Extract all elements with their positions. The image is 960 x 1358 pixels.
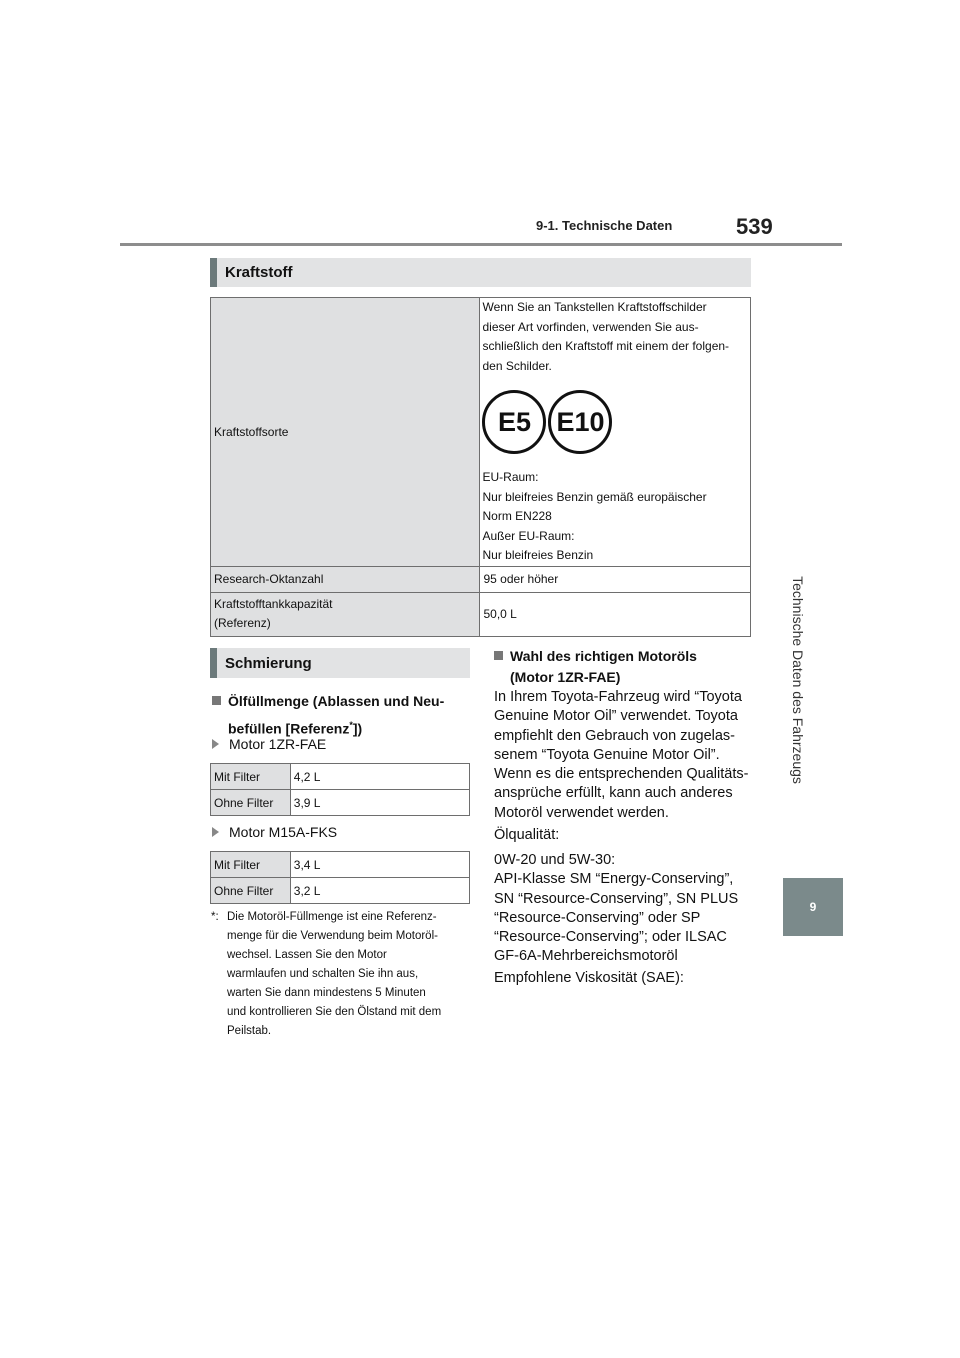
chapter-side-label (786, 520, 810, 840)
e10-label-icon: E10 (548, 390, 612, 454)
oil-quality-text: 0W-20 und 5W-30: API-Klasse SM “Energy-Conserving”, SN “Resource-Conserving”, SN PLUS “Resource-Conserving” oder SP “Resource-Conserving”; oder ILSAC GF-6A-Mehrbereichsmotoröl (494, 852, 739, 965)
oil-table-m15a (210, 851, 470, 904)
fuel-table (210, 297, 751, 637)
table-row: Mit Filter 3,4 L (211, 852, 470, 878)
square-bullet-icon (494, 651, 503, 660)
table-row: Mit Filter 4,2 L (211, 764, 470, 790)
footnote-mark: *: (211, 911, 219, 923)
fuel-heading-text: Kraftstoff (225, 264, 293, 281)
square-bullet-icon (212, 696, 221, 705)
page-number: 539 (736, 214, 773, 239)
e5-label-icon: E5 (482, 390, 546, 454)
oil-table-1zr (210, 763, 470, 816)
footnote: *: Die Motoröl-Füllmenge ist eine Referenz- menge für die Verwendung beim Motoröl- wechsel. Lassen Sie den Motor warmlaufen und schalten Sie ihn aus, warten Sie dann mindestens 5 Minuten und kontrollieren Sie den Ölstand mit dem Peilstab. (211, 908, 471, 1041)
lubrication-heading-text: Schmierung (225, 654, 312, 672)
table-row (211, 298, 751, 567)
fuel-heading (210, 258, 751, 287)
oil-quality-label: Ölqualität: (494, 827, 560, 843)
engine-1zr-item: Motor 1ZR-FAE (212, 736, 326, 752)
engine-m15a-item: Motor M15A-FKS (212, 824, 337, 840)
tank-capacity-label: Kraftstofftankkapazität (Referenz) (211, 592, 480, 636)
fuel-label-symbols (482, 390, 748, 454)
chapter-number: 9 (809, 900, 817, 914)
chapter-tab (783, 878, 843, 936)
tank-capacity-value: 50,0 L (480, 592, 751, 636)
chapter-title: Technische Daten des Fahrzeugs (790, 576, 807, 784)
oil-fill-heading: Ölfüllmenge (Ablassen und Neu- befüllen [Referenz*]) (212, 689, 444, 741)
viscosity-label: Empfohlene Viskosität (SAE): (494, 970, 684, 986)
octane-value: 95 oder höher (480, 566, 751, 592)
table-row: Ohne Filter 3,9 L (211, 790, 470, 816)
lubrication-heading (210, 648, 470, 678)
section-title: 9-1. Technische Daten (536, 218, 673, 233)
triangle-bullet-icon (212, 739, 219, 749)
fuel-type-value: Wenn Sie an Tankstellen Kraftstoffschilder dieser Art vorfinden, verwenden Sie aus- schließlich den Kraftstoff mit einem der folgen- den Schilder. E5 E10 EU-Raum: Nur bleifreies Benzin gemäß europäischer Norm EN228 Außer EU-Raum: Nur bleifreies Benzin (480, 298, 751, 567)
table-row (211, 566, 751, 592)
octane-label: Research-Oktanzahl (211, 566, 480, 592)
fuel-type-label: Kraftstoffsorte (211, 298, 480, 567)
table-row: Ohne Filter 3,2 L (211, 878, 470, 904)
oil-choice-paragraph: In Ihrem Toyota-Fahrzeug wird “Toyota Genuine Motor Oil” verwendet. Toyota empfiehlt den Gebrauch von zugelas- senem “Toyota Genuine Motor Oil”. Wenn es die entsprechenden Qualitäts- ansprüche erfüllt, kann auch anderes Motoröl verwendet werden. (494, 689, 749, 821)
table-row (211, 592, 751, 636)
oil-choice-heading: Wahl des richtigen Motoröls (Motor 1ZR-FAE) (494, 646, 697, 688)
header-divider (120, 243, 842, 246)
triangle-bullet-icon (212, 827, 219, 837)
